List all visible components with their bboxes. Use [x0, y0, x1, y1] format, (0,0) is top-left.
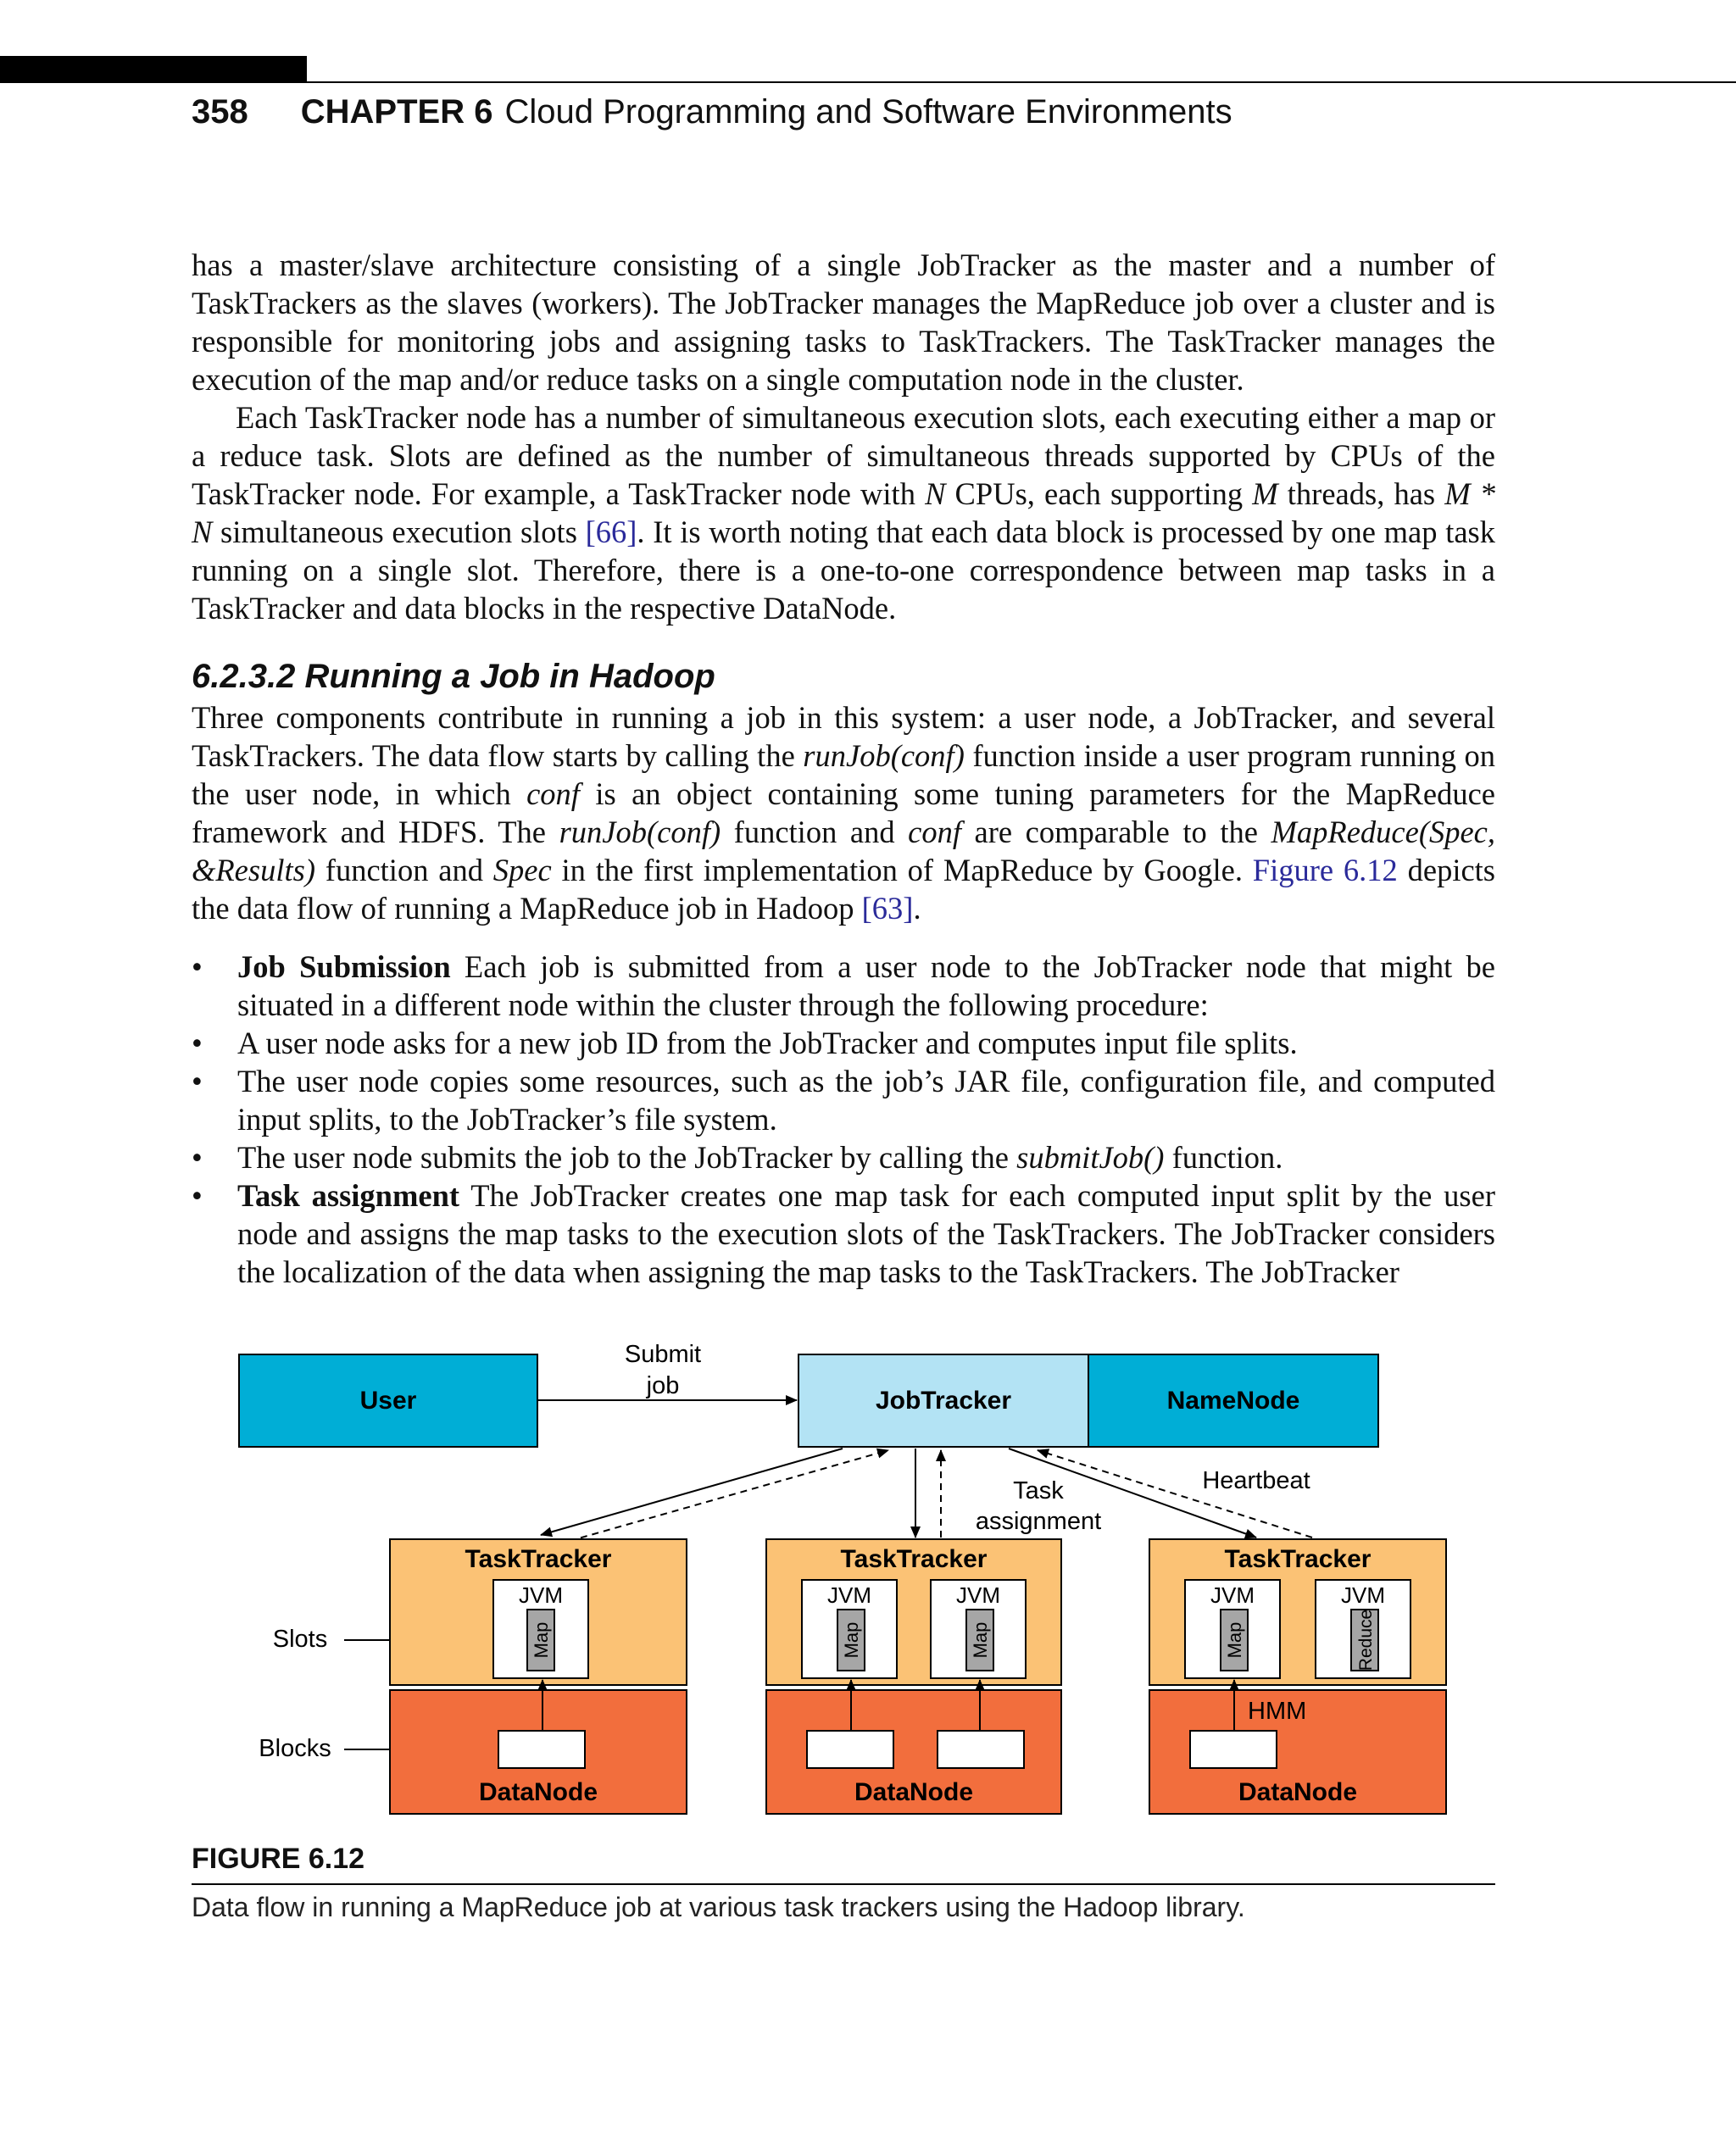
- figure-label: FIGURE 6.12: [192, 1843, 365, 1875]
- text-run: function inside a user program running on the user node, in which: [192, 738, 1496, 811]
- code-runjob: runJob(conf): [559, 815, 721, 849]
- data-block: [498, 1731, 585, 1768]
- code-runjob: runJob(conf): [803, 738, 965, 773]
- citation-63[interactable]: [63]: [861, 891, 914, 926]
- jobtracker-label: JobTracker: [875, 1387, 1012, 1415]
- bullet-text: The JobTracker creates one map task for each computed input split by the user node and assigns the map tasks to the execution slots of the TaskTrackers. The JobTracker considers the localization of the data when assigning the map tasks to the TaskTrackers. The JobTracker: [237, 1178, 1495, 1289]
- jvm-label: JVM: [827, 1582, 871, 1608]
- text-run: CPUs, each supporting: [945, 476, 1253, 511]
- code-spec: Spec: [492, 853, 552, 887]
- section-heading: 6.2.3.2 Running a Job in Hadoop: [192, 658, 715, 695]
- figure-caption: Data flow in running a MapReduce job at various task trackers using the Hadoop library.: [192, 1892, 1245, 1922]
- paragraph-1: has a master/slave architecture consisting of a single JobTracker as the master and a number of TaskTrackers as the slaves (workers). The JobTracker manages the MapReduce job over a cluster and is responsible for monitoring jobs and assigning tasks to TaskTrackers. The TaskTracker manages the execution of the map and/or reduce tasks on a single computation node in the cluster.: [192, 247, 1495, 397]
- map-label: Map: [531, 1621, 552, 1659]
- figure-link[interactable]: Figure 6.12: [1252, 853, 1398, 887]
- text-run: simultaneous execution slots: [212, 514, 586, 549]
- bullet-text: function.: [1164, 1140, 1283, 1175]
- map-label: Map: [841, 1621, 862, 1659]
- submit-label: Submit: [624, 1341, 702, 1368]
- jvm-label: JVM: [1341, 1582, 1385, 1608]
- data-block: [807, 1731, 893, 1768]
- blocks-label: Blocks: [259, 1735, 331, 1762]
- text-run: Three components contribute in running a job in this system: a user node, a JobTracker, and several TaskTrackers. The data flow starts by calling the: [192, 700, 1495, 773]
- bullet-text: Each job is submitted from a user node to the JobTracker node that might be situated in a different node within the cluster through the following procedure:: [237, 949, 1495, 1022]
- code-submitjob: submitJob(): [1016, 1140, 1165, 1175]
- bullet-dot: •: [192, 1140, 203, 1175]
- bullet-title: Job Submission: [237, 949, 451, 984]
- code-conf: conf: [908, 815, 961, 849]
- chapter-label: CHAPTER 6: [300, 93, 493, 131]
- text-run: function and: [721, 815, 909, 849]
- chapter-title: Cloud Programming and Software Environments: [504, 93, 1232, 131]
- bullet-dot: •: [192, 949, 203, 984]
- page-number: 358: [192, 93, 248, 131]
- datanode-label: DataNode: [854, 1778, 974, 1806]
- slots-label: Slots: [272, 1626, 328, 1653]
- text-run: threads, has: [1277, 476, 1445, 511]
- namenode-label: NameNode: [1166, 1387, 1300, 1415]
- text-run: . It is worth noting that each data block is processed by one map task running on a single slot. Therefore, there is a one-to-one correspondence between map tasks in a TaskTracker and data blocks in the respective DataNode.: [192, 514, 1495, 626]
- text-run: depicts the data flow of running a MapReduce job in Hadoop: [192, 853, 1496, 926]
- text-run: are comparable to the: [960, 815, 1271, 849]
- job-label: job: [646, 1372, 680, 1399]
- jvm-label: JVM: [1210, 1582, 1255, 1608]
- bullet-text: A user node asks for a new job ID from the JobTracker and computes input file splits.: [237, 1026, 1298, 1060]
- code-conf: conf: [526, 776, 580, 811]
- heartbeat-arrow-left: [558, 1450, 888, 1544]
- citation-66[interactable]: [66]: [585, 514, 637, 549]
- bullet-dot: •: [192, 1178, 203, 1213]
- hmm-label: HMM: [1248, 1698, 1307, 1725]
- text-run: is an object containing some tuning parameters for the MapReduce framework and HDFS. The: [192, 776, 1495, 849]
- text-run: .: [913, 891, 921, 926]
- tasktracker-node-2: [766, 1539, 1061, 1814]
- assignment-label: assignment: [975, 1508, 1102, 1535]
- bullet-dot: •: [192, 1026, 203, 1060]
- map-label: Map: [1224, 1621, 1245, 1659]
- datanode-label: DataNode: [1238, 1778, 1358, 1806]
- math-mn: M * N: [192, 476, 1496, 549]
- text-run: Each TaskTracker node has a number of simultaneous execution slots, each executing either a map or a reduce task. Slots are defined as the number of simultaneous threads supported by CPUs of the TaskTracker node. For example, a TaskTracker node with: [192, 400, 1495, 511]
- user-label: User: [359, 1387, 417, 1415]
- math-n: N: [925, 476, 946, 511]
- map-label: Map: [970, 1621, 991, 1659]
- datanode-label: DataNode: [478, 1778, 598, 1806]
- code-mapreduce: MapReduce(Spec, &Results): [192, 815, 1495, 887]
- data-block: [938, 1731, 1024, 1768]
- reduce-label: Reduce: [1356, 1609, 1376, 1671]
- task-label: Task: [1013, 1477, 1064, 1504]
- tasktracker-label: TaskTracker: [465, 1545, 612, 1573]
- data-block: [1190, 1731, 1277, 1768]
- math-m: M: [1252, 476, 1278, 511]
- text-run: in the first implementation of MapReduce by Google.: [551, 853, 1253, 887]
- bullet-text: The user node submits the job to the JobTracker by calling the: [237, 1140, 1017, 1175]
- bullet-title: Task assignment: [237, 1178, 460, 1213]
- tasktracker-label: TaskTracker: [840, 1545, 988, 1573]
- tasktracker-label: TaskTracker: [1224, 1545, 1372, 1573]
- text-run: function and: [314, 853, 493, 887]
- heartbeat-label: Heartbeat: [1202, 1467, 1310, 1494]
- bullet-dot: •: [192, 1064, 203, 1098]
- tasktracker-node-3: [1149, 1539, 1446, 1814]
- task-assign-arrow-left: [541, 1449, 843, 1535]
- bullet-text: The user node copies some resources, such as the job’s JAR file, configuration file, and computed input splits, to the JobTracker’s file system.: [237, 1064, 1495, 1137]
- tasktracker-node-1: [390, 1539, 687, 1814]
- figure-rule: [192, 1883, 1495, 1885]
- jvm-label: JVM: [519, 1582, 563, 1608]
- jvm-label: JVM: [956, 1582, 1000, 1608]
